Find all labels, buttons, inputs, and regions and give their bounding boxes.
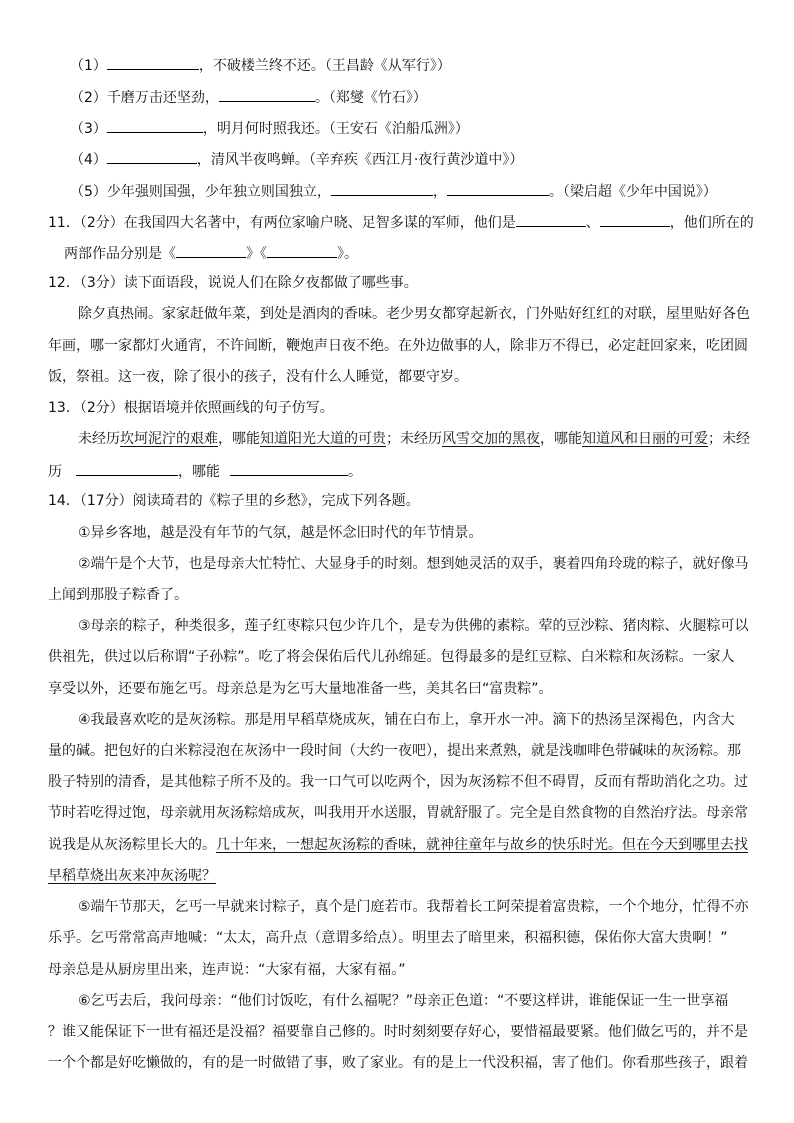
q12-heading: 12．（3分）读下面语段，说说人们在除夕夜都做了哪些事。 xyxy=(48,275,418,291)
q11-line-1 xyxy=(48,211,754,233)
underlined-sentence: 几十年来，一想起灰汤粽的香味，就神往童年与故乡的快乐时光。但在今天到哪里去找 xyxy=(216,837,748,853)
underlined-phrase: 坎坷泥泞的艰难 xyxy=(120,431,218,447)
line-text: 两部作品分别是《 xyxy=(64,246,176,262)
q13-example-line xyxy=(78,429,750,449)
answer-blank[interactable] xyxy=(447,180,549,196)
q10-line-5 xyxy=(70,180,717,202)
essay-para-5-cont: 母亲总是从厨房里出来，连声说：“大家有福，大家有福。” xyxy=(48,962,406,978)
essay-para-4: ④我最喜欢吃的是灰汤粽。那是用早稻草烧成灰，铺在白布上，拿开水一冲。滴下的热汤呈深褐色，内含大 xyxy=(78,712,735,728)
line-text: 》《 xyxy=(246,246,267,262)
question-text: 11．（2分）在我国四大名著中，有两位家喻户晓、足智多谋的军师，他们是 xyxy=(48,215,516,231)
item-number: （5） xyxy=(70,184,107,200)
underlined-sentence: 早稻草烧出灰来冲灰汤呢？ xyxy=(48,868,216,884)
line-text: ，不破楼兰终不还。（王昌龄《从军行》） xyxy=(198,58,451,74)
essay-para-6-cont: 一个个都是好吃懒做的，有的是一时做错了事，败了家业。有的是上一代没积福，害了他们。你看那些孩子，跟着 xyxy=(48,1055,748,1071)
line-text: ， xyxy=(432,184,447,200)
line-text: 未经历 xyxy=(78,431,120,447)
answer-blank[interactable] xyxy=(331,180,433,196)
essay-para-1: ①异乡客地，越是没有年节的气氛，越是怀念旧时代的年节情景。 xyxy=(78,525,483,541)
essay-para-4-cont: 节时若吃得过饱，母亲就用灰汤粽焙成灰，叫我用开水送服，胃就舒服了。完全是自然食物的自然治疗法。母亲常 xyxy=(48,805,748,821)
line-text: ，哪能 xyxy=(178,464,220,480)
line-text: 。（梁启超《少年中国说》） xyxy=(548,184,717,200)
essay-para-5-cont: 乐乎。乞丐常常高声地喊：“太太，高升点（意谓多给点）。明里去了暗里来，积福积德，保佑你大富大贵啊！” xyxy=(48,930,728,946)
item-number: （4） xyxy=(70,152,107,168)
essay-para-6: ⑥乞丐去后，我问母亲：“他们讨饭吃，有什么福呢？”母亲正色道：“不要这样讲，谁能保证一生一世享福 xyxy=(78,993,729,1009)
q12-para-line: 年画，哪一家都灯火通宵，不许间断，鞭炮声日夜不绝。在外边做事的人，除非万不得已，必定赶回家来，吃团圆 xyxy=(48,338,748,354)
answer-blank[interactable] xyxy=(107,54,199,70)
essay-para-3: ③母亲的粽子，种类很多，莲子红枣粽只包少许几个，是专为供佛的素粽。荤的豆沙粽、猪肉粽、火腿粽可以 xyxy=(78,618,749,634)
q10-line-1 xyxy=(70,54,451,76)
underlined-phrase: 知道风和日丽的可爱 xyxy=(582,431,708,447)
q11-line-2 xyxy=(64,242,358,264)
line-text: 。 xyxy=(348,464,362,480)
answer-blank[interactable] xyxy=(107,148,197,164)
line-text: ，他们所在的 xyxy=(669,215,754,231)
item-number: （3） xyxy=(70,121,107,137)
underlined-phrase: 风雪交加的黑夜 xyxy=(442,431,540,447)
q10-line-2 xyxy=(70,86,427,108)
answer-blank[interactable] xyxy=(219,86,315,102)
line-text: ，哪能 xyxy=(218,431,260,447)
essay-para-2: ②端午是个大节，也是母亲大忙特忙、大显身手的时刻。想到她灵活的双手，裹着四角玲珑的粽子，就好像马 xyxy=(78,556,749,572)
line-text: ，明月何时照我还。（王安石《泊船瓜洲》） xyxy=(202,121,469,137)
q12-para-line: 饭，祭祖。这一夜，除了很小的孩子，没有什么人睡觉，都要守岁。 xyxy=(48,369,468,385)
essay-para-5: ⑤端午节那天，乞丐一早就来讨粽子，真个是门庭若市。我帮着长工阿荣提着富贵粽，一个个地分，忙得不亦 xyxy=(78,899,749,915)
answer-blank[interactable] xyxy=(600,211,670,227)
essay-para-2-cont: 上闻到那股子粽香了。 xyxy=(48,587,188,603)
answer-blank[interactable] xyxy=(176,242,246,258)
underlined-phrase: 知道阳光大道的可贵 xyxy=(260,431,386,447)
essay-para-3-cont: 供祖先，供过以后称谓“子孙粽”。吃了将会保佑后代儿孙绵延。包得最多的是红豆粽、白米粽和灰汤粽。一家人 xyxy=(48,649,735,665)
line-text: 历 xyxy=(48,464,62,480)
essay-para-4-cont: 股子特别的清香，是其他粽子所不及的。我一口气可以吃两个，因为灰汤粽不但不碍胃，反而有帮助消化之功。过 xyxy=(48,774,748,790)
item-number: （1） xyxy=(70,58,107,74)
line-text: 。（郑燮《竹石》） xyxy=(314,90,427,106)
answer-blank[interactable] xyxy=(76,460,178,476)
q13-answer-line xyxy=(48,460,362,482)
line-text: 、 xyxy=(585,215,600,231)
q10-line-3 xyxy=(70,117,469,139)
answer-blank[interactable] xyxy=(267,242,337,258)
q14-heading: 14．（17分）阅读琦君的《粽子里的乡愁》，完成下列各题。 xyxy=(48,493,420,509)
line-text: ，清风半夜鸣蝉。（辛弃疾《西江月·夜行黄沙道中》） xyxy=(196,152,524,168)
essay-para-6-cont: ？谁又能保证下一世有福还是没福？福要靠自己修的。时时刻刻要存好心，要惜福最要紧。他们做乞丐的，并不是 xyxy=(48,1024,748,1040)
answer-blank[interactable] xyxy=(516,211,586,227)
q13-heading: 13．（2分）根据语境并依照画线的句子仿写。 xyxy=(48,400,334,416)
essay-para-3-cont: 享受以外，还要布施乞丐。母亲总是为乞丐大量地准备一些，美其名曰“富贵粽”。 xyxy=(48,681,553,697)
line-text: 》。 xyxy=(337,246,358,262)
line-text: ；未经 xyxy=(708,431,750,447)
line-text: ；未经历 xyxy=(386,431,442,447)
line-text: 千磨万击还坚劲， xyxy=(106,90,219,106)
answer-blank[interactable] xyxy=(230,460,348,476)
item-number: （2） xyxy=(70,90,107,106)
q10-line-4 xyxy=(70,148,523,170)
essay-para-4-cont: 量的碱。把包好的白米粽浸泡在灰汤中一段时间（大约一夜吧），提出来煮熟，就是浅咖啡色带碱味的灰汤粽。那 xyxy=(48,743,741,759)
line-text: 少年强则国强，少年独立则国独立， xyxy=(106,184,331,200)
q12-para-line: 除夕真热闹。家家赶做年菜，到处是酒肉的香味。老少男女都穿起新衣，门外贴好红红的对联，屋里贴好各色 xyxy=(78,306,750,322)
line-text: 说我是从灰汤粽里长大的。 xyxy=(48,837,216,853)
line-text: ，哪能 xyxy=(540,431,582,447)
answer-blank[interactable] xyxy=(107,117,203,133)
essay-para-4-cont xyxy=(48,835,748,855)
